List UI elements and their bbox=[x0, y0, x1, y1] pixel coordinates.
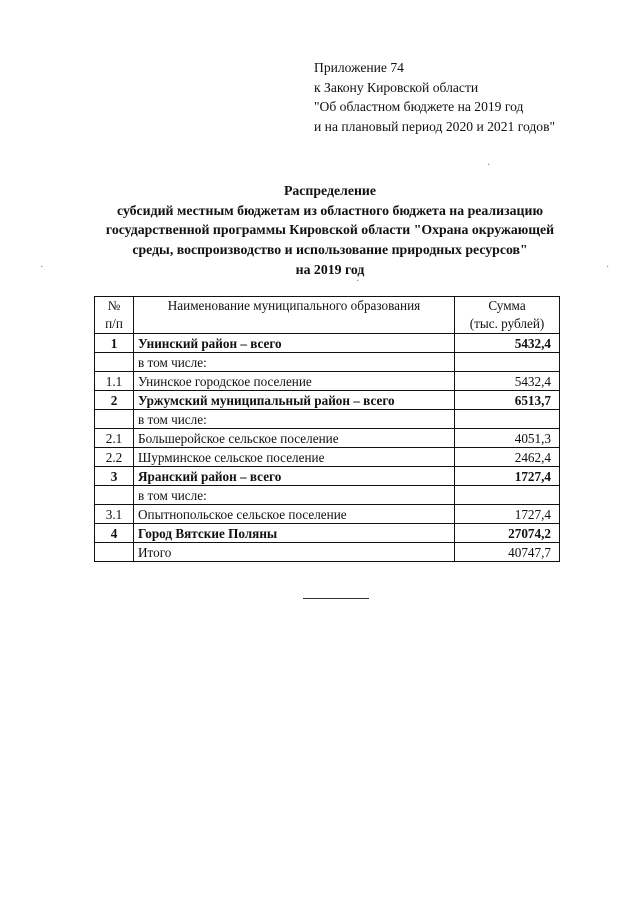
row-name-cell: Город Вятские Поляны bbox=[134, 524, 455, 543]
row-name-cell: Уржумский муниципальный район – всего bbox=[134, 391, 455, 410]
title-line-3: государственной программы Кировской области "Охрана окружающей bbox=[105, 222, 555, 238]
table-row bbox=[95, 448, 560, 467]
row-number-cell: 3.1 bbox=[95, 505, 134, 524]
subsidy-distribution-table bbox=[94, 296, 560, 562]
row-number-cell bbox=[95, 543, 134, 562]
row-number-cell: 1 bbox=[95, 334, 134, 353]
row-name-cell: в том числе: bbox=[134, 353, 455, 372]
row-name-cell: Итого bbox=[134, 543, 455, 562]
header-sum-unit: (тыс. рублей) bbox=[469, 316, 545, 331]
document-title bbox=[60, 181, 600, 280]
row-sum-cell: 40747,7 bbox=[455, 543, 560, 562]
row-sum-cell: 27074,2 bbox=[455, 524, 560, 543]
appendix-header bbox=[314, 58, 555, 136]
row-sum-cell bbox=[455, 486, 560, 505]
scan-speck: · bbox=[606, 262, 610, 273]
table-row bbox=[95, 543, 560, 562]
row-sum-cell: 1727,4 bbox=[455, 467, 560, 486]
row-name-cell: Шурминское сельское поселение bbox=[134, 448, 455, 467]
row-name-cell: Унинский район – всего bbox=[134, 334, 455, 353]
header-number-abbr: п/п bbox=[105, 316, 123, 331]
row-number-cell bbox=[95, 486, 134, 505]
table-row bbox=[95, 486, 560, 505]
row-sum-cell: 5432,4 bbox=[455, 372, 560, 391]
end-of-document-rule bbox=[303, 598, 369, 599]
table-row bbox=[95, 353, 560, 372]
title-line-4: среды, воспроизводство и использование природных ресурсов" bbox=[132, 242, 528, 258]
table-row bbox=[95, 467, 560, 486]
row-number-cell: 1.1 bbox=[95, 372, 134, 391]
row-sum-cell bbox=[455, 410, 560, 429]
row-name-cell: Большеройское сельское поселение bbox=[134, 429, 455, 448]
row-name-cell: Унинское городское поселение bbox=[134, 372, 455, 391]
row-sum-cell: 2462,4 bbox=[455, 448, 560, 467]
scan-speck: · bbox=[356, 276, 360, 287]
table-row bbox=[95, 410, 560, 429]
scan-speck: · bbox=[487, 160, 491, 171]
title-line-5: на 2019 год bbox=[295, 261, 365, 277]
row-sum-cell: 5432,4 bbox=[455, 334, 560, 353]
row-number-cell: 2 bbox=[95, 391, 134, 410]
table-row bbox=[95, 391, 560, 410]
table-row bbox=[95, 524, 560, 543]
table-header-row bbox=[95, 297, 560, 334]
table-body bbox=[95, 334, 560, 562]
header-number-symbol: № bbox=[107, 298, 121, 313]
row-name-cell: в том числе: bbox=[134, 486, 455, 505]
row-number-cell bbox=[95, 410, 134, 429]
table-row bbox=[95, 334, 560, 353]
row-sum-cell: 6513,7 bbox=[455, 391, 560, 410]
scan-speck: · bbox=[40, 262, 44, 273]
row-name-cell: в том числе: bbox=[134, 410, 455, 429]
header-sum bbox=[455, 297, 560, 334]
appendix-number: Приложение 74 bbox=[314, 60, 404, 75]
header-name: Наименование муниципального образования bbox=[134, 297, 455, 334]
row-sum-cell bbox=[455, 353, 560, 372]
header-sum-label: Сумма bbox=[488, 298, 526, 313]
table-row bbox=[95, 372, 560, 391]
row-number-cell: 3 bbox=[95, 467, 134, 486]
row-sum-cell: 4051,3 bbox=[455, 429, 560, 448]
appendix-law-title-line1: "Об областном бюджете на 2019 год bbox=[314, 99, 524, 114]
row-name-cell: Опытнопольское сельское поселение bbox=[134, 505, 455, 524]
row-name-cell: Яранский район – всего bbox=[134, 467, 455, 486]
title-line-1: Распределение bbox=[283, 183, 376, 198]
appendix-law-reference: к Закону Кировской области bbox=[314, 79, 479, 95]
row-number-cell: 4 bbox=[95, 524, 134, 543]
appendix-law-title-line2: и на плановый период 2020 и 2021 годов" bbox=[314, 118, 556, 134]
row-number-cell bbox=[95, 353, 134, 372]
table-row bbox=[95, 429, 560, 448]
row-number-cell: 2.2 bbox=[95, 448, 134, 467]
row-sum-cell: 1727,4 bbox=[455, 505, 560, 524]
table-row bbox=[95, 505, 560, 524]
title-line-2: субсидий местным бюджетам из областного бюджета на реализацию bbox=[117, 202, 543, 218]
row-number-cell: 2.1 bbox=[95, 429, 134, 448]
header-number bbox=[95, 297, 134, 334]
